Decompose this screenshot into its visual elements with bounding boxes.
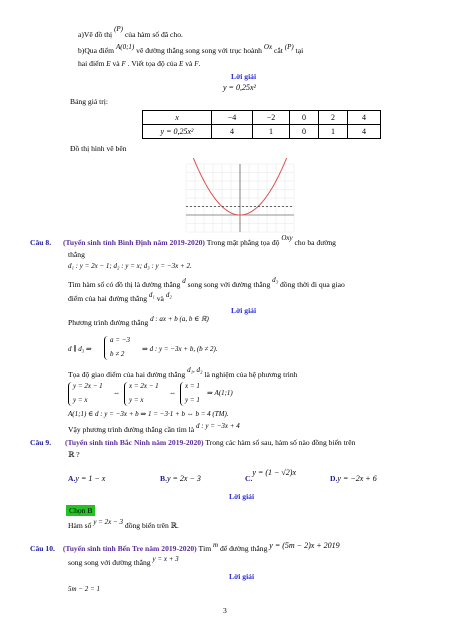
graph-caption: Đồ thị hình vẽ bên	[70, 144, 127, 153]
system-3-bottom: y = 1	[185, 396, 200, 404]
question-9-explanation	[68, 518, 179, 530]
part-b-prefix: b)Qua điểm	[78, 46, 115, 55]
question-10-source: (Tuyển sinh tỉnh Bến Tre năm 2019-2020)	[62, 544, 197, 553]
option-key: A.	[68, 474, 76, 483]
table-cell: 2	[319, 111, 348, 125]
oxy-math: Oxy	[281, 234, 293, 242]
d1-math: d₁	[148, 291, 155, 299]
question-10-line2	[68, 555, 179, 567]
and-text: và	[112, 59, 120, 68]
option-key: B.	[160, 474, 167, 483]
table-row-x	[143, 111, 381, 125]
option-D[interactable]	[330, 474, 377, 484]
task-text-b: song song với đường thẳng	[187, 280, 271, 289]
point-E2: E	[179, 60, 184, 68]
and-text: và	[156, 294, 164, 303]
system-3-top: x = 1	[185, 382, 200, 390]
table-cell: 1	[253, 125, 290, 139]
equation-intro	[68, 315, 209, 327]
table-cell: 4	[348, 125, 381, 139]
system-1-bottom: y = x	[73, 396, 88, 404]
system-1-top: y = 2x − 1	[73, 382, 103, 390]
dot: .	[198, 59, 201, 68]
solution-heading-2: Lời giải	[231, 306, 257, 315]
part-b-cut: cắt	[273, 46, 283, 55]
solution-start: 5m − 2 = 1	[68, 585, 101, 593]
part-a-math: (P)	[114, 25, 124, 33]
answer-box: Chọn B	[66, 505, 95, 516]
condition-right: ⇒ d : y = −3x + b, (b ≠ 2).	[142, 345, 218, 353]
question-8-line2: thẳng	[68, 250, 85, 259]
option-key: C.	[245, 474, 253, 483]
solution-heading-3: Lời giải	[229, 492, 255, 501]
brace	[104, 336, 109, 360]
table-cell: −2	[253, 111, 290, 125]
table-cell: 0	[290, 111, 319, 125]
option-expr: y = 2x − 3	[166, 474, 201, 483]
table-cell: 1	[319, 125, 348, 139]
question-9-R: ℝ ?	[68, 450, 80, 459]
table-title: Bảng giá trị:	[70, 97, 108, 106]
condition-top: a = −3	[110, 336, 130, 344]
part-b-line2-text: hai điểm	[78, 59, 105, 68]
question-9-source: (Tuyển sinh tỉnh Bắc Ninh năm 2019-2020)	[65, 438, 204, 447]
explain-prefix: Hàm số	[68, 521, 92, 530]
point-F2: F	[194, 60, 199, 68]
conclusion-eq: d : y = −3x + 4	[196, 422, 240, 430]
system-result: ⇒ A(1;1)	[207, 389, 233, 397]
part-b-line2	[78, 59, 200, 68]
m-math: m	[213, 541, 219, 549]
table-cell: −4	[212, 111, 253, 125]
question-8-line1	[30, 234, 336, 247]
system-2-bottom: y = x	[129, 396, 144, 404]
line2-expr: y = x + 3	[152, 555, 179, 563]
question-8-task2	[68, 291, 172, 303]
inter-text-2: là nghiệm của hệ phương trình	[204, 370, 298, 379]
task-text-c: đồng thời đi qua giao	[280, 280, 345, 289]
question-8-text-b: cho ba đường	[294, 238, 336, 247]
conclusion	[68, 422, 240, 434]
solution-heading-1: Lời giải	[231, 72, 257, 81]
condition-left: d ∥ d₃ ⇒	[68, 345, 92, 353]
and-text-2: và	[185, 59, 193, 68]
system-2-top: x = 2x − 1	[129, 382, 159, 390]
point-E: E	[106, 60, 111, 68]
inter-text: Tọa độ giao điểm của hai đường thẳng	[68, 370, 186, 379]
question-8-label: Câu 8.	[30, 238, 52, 247]
table-cell: 0	[290, 125, 319, 139]
part-a-line	[78, 25, 183, 39]
value-table	[142, 110, 381, 139]
part-a-prefix: a)Vẽ đồ thị	[78, 30, 113, 39]
d1d2-math: d₁, d₂	[187, 366, 203, 374]
option-expr: y = −2x + 6	[337, 474, 377, 483]
option-A[interactable]	[68, 474, 105, 484]
part-b-line2-mid: . Viết tọa độ của	[127, 59, 178, 68]
task2-text: điểm của hai đường thẳng	[68, 294, 147, 303]
question-10-label: Câu 10.	[30, 544, 55, 553]
question-9-text: Trong các hàm số sau, hàm số nào đồng biến trên	[205, 438, 356, 447]
table-cell: y = 0,25x²	[143, 125, 212, 139]
question-8-text: Trong mặt phẳng tọa độ	[206, 238, 280, 247]
part-a-suffix: của hàm số đã cho.	[124, 30, 183, 39]
parabola-P: (P)	[284, 43, 294, 51]
solution-heading-4: Lời giải	[229, 572, 255, 581]
task-text: Tìm hàm số có đồ thị là đường thẳng	[68, 280, 181, 289]
equiv-2: ⇔	[169, 389, 176, 397]
point-F: F	[121, 60, 126, 68]
conclusion-text: Vậy phương trình đường thẳng cần tìm là	[68, 425, 195, 434]
condition-bottom: b ≠ 2	[110, 350, 125, 358]
d-math: d	[182, 277, 186, 285]
question-10-line1	[30, 541, 340, 554]
question-9-label: Câu 9.	[30, 438, 52, 447]
axis-ox: Ox	[263, 43, 273, 51]
option-expr: y = (1 − √2)x	[252, 468, 297, 477]
question-10-expr: y = (5m − 2)x + 2019	[269, 541, 340, 550]
option-B[interactable]	[160, 474, 201, 484]
parabola-graph	[180, 158, 300, 238]
table-cell: 4	[212, 125, 253, 139]
option-C[interactable]	[245, 468, 297, 483]
d3-math: d₃	[272, 276, 279, 284]
explain-expr: y = 2x − 3	[93, 518, 123, 526]
option-expr: y = 1 − x	[75, 474, 106, 483]
question-9-line1	[30, 438, 355, 447]
equiv-1: ⇔	[113, 389, 120, 397]
intersection-text	[68, 366, 298, 379]
question-8-lines: d₁ : y = 2x − 1; d₂ : y = x; d₃ : y = −3x + 2.	[68, 262, 192, 270]
part-b-line1	[78, 43, 304, 55]
table-row-y	[143, 125, 381, 139]
page-number: 3	[223, 606, 227, 615]
question-10-text2: để đường thẳng	[220, 544, 268, 553]
question-8-task1	[68, 276, 345, 289]
table-cell: 4	[348, 111, 381, 125]
point-A: A(0;1)	[115, 43, 135, 51]
eq-form: d : ax + b (a, b ∈ ℝ)	[150, 315, 209, 323]
option-key: D.	[330, 474, 338, 483]
function-formula: y = 0,25x²	[223, 83, 256, 92]
explain-suffix: đồng biến trên ℝ.	[124, 521, 179, 530]
eq-intro-text: Phương trình đường thẳng	[68, 318, 149, 327]
part-b-end: tại	[295, 46, 304, 55]
check-line: A(1;1) ∈ d : y = −3x + b ⇒ 1 = −3·1 + b ⇔ b = 4 (TM).	[68, 410, 229, 418]
question-8-source: (Tuyển sinh tỉnh Bình Định năm 2019-2020)	[63, 238, 205, 247]
table-cell: x	[143, 111, 212, 125]
part-b-mid: vẽ đường thẳng song song với trục hoành	[136, 46, 262, 55]
question-10-text: Tìm	[198, 544, 212, 553]
d2-math: d₂	[165, 291, 172, 299]
line2-text: song song với đường thẳng	[68, 558, 151, 567]
